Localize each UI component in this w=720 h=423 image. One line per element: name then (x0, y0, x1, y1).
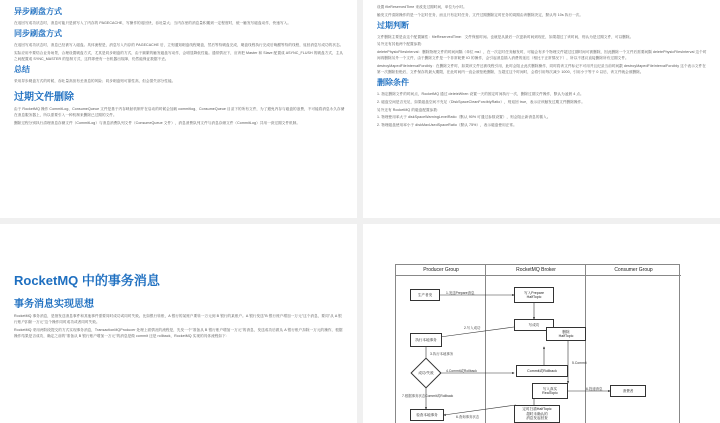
flow-node-delete-half: 删除 HalfTopic (546, 327, 586, 341)
paragraph: 在返回写成功状态时，消息可能只是被写入了内存的 PAGECACHE，写操作的返回快，吞吐量大；当内存里的消息量积累到一定程度时，统一触发写磁盘动作，快速写入。 (14, 20, 291, 25)
flow-label: 4.Commit或Rollback (446, 369, 477, 373)
document-page-2 (363, 0, 720, 218)
paragraph: RocketMQ 事务消息，是指发送消息事件和其他事件需要同时成功或同时失败。比如银行转账，A 银行的某账户要转一万元到 B 银行的某账户。A 银行发送"B 银行账户增加一万元"这个消息，要同"从 A 银行账户扣除一万元"这个操作同时成功或者同时失败。 (14, 314, 342, 325)
document-page-3 (0, 224, 357, 423)
paragraph: 由于 RocketMQ 操作 CommitLog、ConsumeQueue 文件是基于内存映射机制并在启动的时候会加载 commitlog、ConsumeQueue 目录下的所有文件，为了避免内存与磁盘的浪费，不可能将消息永久存储在消息服务器上，所以需要引入一种机制来删除已过期的文件。 (14, 106, 345, 118)
lane-header-producer: Producer Group (396, 265, 486, 276)
heading-async-flush: 异步刷盘方式 (14, 7, 62, 16)
paragraph: destroyMapedFileIntervalForcibly：在删除文件时，如果该文件还被线程引用，此时会阻止此次删除操作，同时将该文件标记不可用并且纪录当前时间戳 destroyMapedFileIntervalForcibly 这个表示文件在第一次删除拒绝后，文件保存的最大期限，在此时间内一直会被拒绝删除，当超过这个时间时，会将引用每次减少 1000，引用小于等于 0 以后，该文件就会被删除。 (377, 64, 706, 75)
flow-node-check-local: 检查本地事务 (410, 409, 444, 421)
flow-label: 6.查询事务状态 (456, 415, 480, 419)
paragraph: deletePhysicFilesInterval：删除物理文件的时间间隔（单位 ms），在一次定时任务触发时，可能会有多个物理文件超过过期时间可被删除，因此删除一个文件后需要间隔 deletePhysicFilesInterval 这个时间再删除另外一个文件，由于删除文件是一个非常耗费 IO 的操作，会引起消息插入消费的延迟（相比于正常情况下），所以不建议直接删除所有过期文件。 (377, 50, 707, 61)
heading-expired-file-delete: 过期文件删除 (14, 91, 74, 103)
paragraph: 采用异步刷盘方式的时候，吞吐量高但有丢消息的风险；同步刷盘则可靠性高，但会损失部分性能。 (14, 78, 176, 83)
paragraph: 触发文件清除操作的是一个定时任务，而且只有定时任务，文件过期删除定时任务的周期由该删除决定，默认每 10s 执行一次。 (377, 12, 584, 17)
paragraph: 另外还有 RocketMQ 的磁盘配置参数： (377, 107, 441, 112)
list-item: 2. 磁盘空间是否充足，如果磁盘空间不充足（DiskSpaceCleanForciblyRatio），则返回 true，表示应该触发过期文件删除操作。 (377, 99, 585, 104)
flow-node-write-prepare: 写入Prepare HalfTopic (514, 287, 554, 303)
heading-sync-flush: 同步刷盘方式 (14, 29, 62, 38)
flow-node-consumer: 消费者 (610, 385, 646, 397)
flow-node-local-transaction: 执行本地事务 (410, 333, 442, 347)
flow-decision-label: 成功/失败 (418, 371, 434, 375)
flow-label: 3.执行本地事务 (430, 352, 454, 356)
flow-node-write-real-topic: 写入真实 RealTopic (532, 383, 568, 399)
heading-delete-condition: 删除条件 (377, 78, 409, 88)
list-item: 1. 指定删除文件的时间点，RocketMQ 通过 deleteWhen 设置一天的固定时间执行一次，删除过期文件操作，默认为凌晨 4 点。 (377, 92, 584, 97)
flow-label: 7.根据事务状态Commit或Rollback (402, 394, 454, 398)
paragraph: 另外还有其他两个配置参数： (377, 42, 425, 47)
lane-header-consumer: Consumer Group (586, 265, 681, 276)
heading-summary: 总结 (14, 64, 30, 74)
paragraph: 实际应用中要结合业务场景，合理设置刷盘方式，尤其是同步刷盘的方式，由于频繁的触发磁盘写动作，会明显降低性能。通常情况下，应该把 Master 和 Slave 配置成 ASYNC_FLUSH 的刷盘方式，主从之间配置成 SYNC_MASTER 的复制方式，这样即使有一台机器出故障，仍然能保证数据不丢。 (14, 50, 344, 61)
flow-node-commit-rollback: Commit或Rollback (516, 365, 568, 377)
paragraph: RocketMQ 采用两阶段提交的方式实现事务消息，TransactionMQProducer 处理上面情况的流程是，先发一个"准备从 B 银行账户增加一万元"的消息，发送成功后做从 A 银行账户扣除一万元的操作，根据操作结果是否成功，确定之前的"准备从 B 银行账户增加一万元"的消息是做 commit 还是 rollback，RocketMQ 实现的具体流程如下： (14, 327, 343, 339)
flow-label: 2.写入成功 (464, 326, 481, 330)
flow-label: 5.Commit (572, 361, 587, 365)
flow-node-broker-poll: 定时扫描HalfTopic 超时未确认的 消息发起回查 (514, 405, 560, 423)
lane-header-broker: RocketMQ Broker (486, 265, 586, 276)
heading-transaction-idea: 事务消息实现思想 (14, 299, 94, 310)
paragraph: 在返回写成功状态时，消息已经被写入磁盘。具体流程是，消息写入内存的 PAGECACHE 后，立刻通知刷盘线程刷盘，然后等待刷盘完成，刷盘线程执行完成后唤醒等待的线程，返回消息写成功的状态。 (14, 42, 344, 47)
paragraph: 设置 fileReservedTime 来改变过期时间，单位为小时。 (377, 5, 467, 9)
list-item: 1. 物理使用率大于 diskSpaceWarningLevelRatio（默认 90% 可通过参数设置），则会阻止新消息的插入。 (377, 115, 551, 120)
flow-label: 6.投递消息 (586, 387, 603, 391)
flow-node-send-message: 生产者发 (410, 289, 440, 301)
flow-label: 1.发送Prepare消息 (446, 291, 475, 295)
document-page-1 (0, 0, 357, 218)
flow-node-write-success: 写成功 (514, 319, 554, 331)
transaction-flowchart (395, 264, 680, 423)
paragraph: 文件删除主要是由这个配置属性：fileReservedTime：文件保留时间。也就是从最后一次更新时间到现在，如果超过了该时间，则认为是过期文件，可以删除。 (377, 34, 634, 39)
list-item: 2. 物理磁盘使用率小于 diskMaxUsedSpaceRatio（默认 75%），表示磁盘使用正常。 (377, 123, 517, 128)
chapter-title: RocketMQ 中的事务消息 (14, 273, 160, 288)
paragraph: 删除过程分别执行清理消息存储文件（CommitLog）与消息消费队列文件（ConsumeQueue 文件），消息消费队列文件与消息存储文件（CommitLog）共用一套过期文件机制。 (14, 120, 301, 125)
heading-expire-judge: 过期判断 (377, 20, 409, 30)
document-page-4 (363, 224, 720, 423)
